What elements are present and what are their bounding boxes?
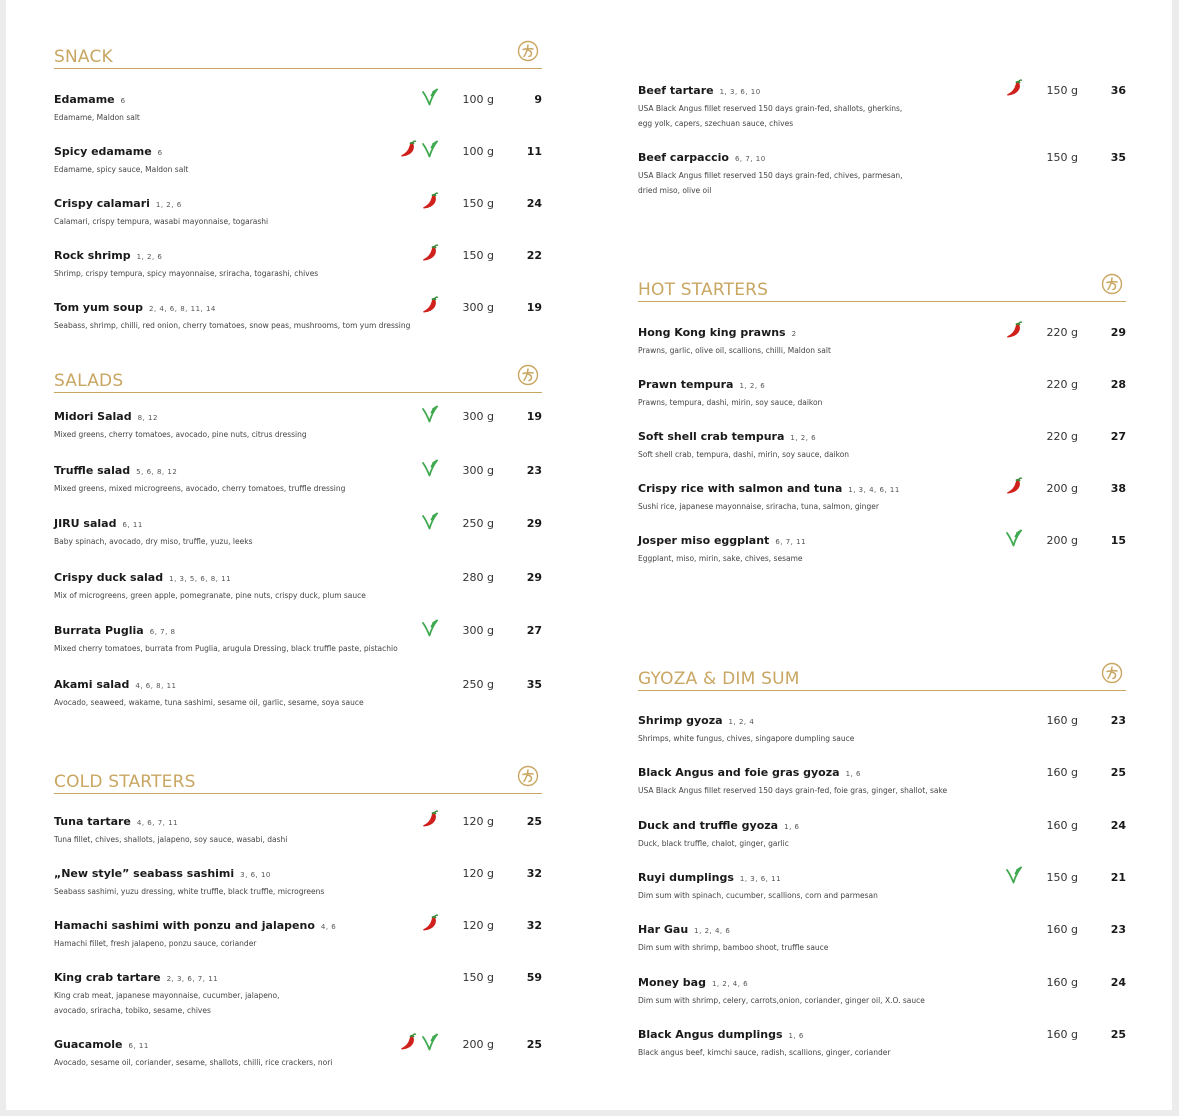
item-icons bbox=[421, 458, 439, 480]
item-title: Prawn tempura bbox=[638, 378, 734, 391]
item-allergens: 6 bbox=[120, 97, 126, 105]
item-price: 29 bbox=[1110, 326, 1126, 339]
item-allergens: 1, 6 bbox=[845, 770, 861, 779]
item-weight: 160 g bbox=[1046, 766, 1078, 780]
item-description: Calamari, crispy tempura, wasabi mayonnaise, togarashi bbox=[54, 217, 269, 226]
menu-item bbox=[54, 249, 542, 301]
item-name bbox=[54, 678, 176, 691]
section-header bbox=[638, 662, 1126, 691]
item-weight: 160 g bbox=[1046, 818, 1078, 832]
menu-item bbox=[638, 534, 1126, 586]
section-snack bbox=[54, 40, 542, 353]
item-weight: 100 g bbox=[462, 93, 494, 106]
menu-item bbox=[54, 919, 542, 971]
item-weight: 150 g bbox=[462, 197, 494, 210]
item-weight: 200 g bbox=[462, 1038, 494, 1051]
item-allergens: 4, 6, 7, 11 bbox=[136, 819, 179, 827]
vegan-icon bbox=[421, 139, 439, 159]
item-description: USA Black Angus fillet reserved 150 days grain-fed, foie gras, ginger, shallot, sake bbox=[638, 786, 948, 796]
item-allergens: 1, 2, 4, 6 bbox=[711, 979, 749, 988]
vegan-icon bbox=[421, 1032, 439, 1052]
chili-icon bbox=[421, 295, 439, 315]
item-price: 15 bbox=[1110, 534, 1126, 547]
item-name bbox=[54, 815, 178, 828]
menu-item bbox=[638, 871, 1126, 923]
item-title: Crispy duck salad bbox=[54, 570, 164, 584]
item-icons bbox=[1005, 865, 1023, 887]
item-icons bbox=[1005, 528, 1023, 550]
item-title: Edamame bbox=[54, 93, 115, 106]
item-title: Beef tartare bbox=[638, 84, 714, 97]
section-hot-starters bbox=[638, 273, 1126, 586]
item-price: 23 bbox=[1110, 714, 1126, 727]
item-price: 28 bbox=[1110, 378, 1126, 391]
item-price: 29 bbox=[526, 517, 542, 531]
menu-item bbox=[54, 678, 542, 730]
item-list bbox=[54, 815, 542, 1090]
item-title: Crispy rice with salmon and tuna bbox=[638, 482, 843, 495]
item-name bbox=[638, 766, 861, 779]
item-weight: 250 g bbox=[462, 678, 494, 691]
vegan-icon bbox=[1005, 865, 1023, 885]
item-allergens: 6 bbox=[157, 149, 163, 157]
item-price: 32 bbox=[526, 867, 542, 880]
item-price: 25 bbox=[526, 1038, 542, 1051]
section-header bbox=[638, 273, 1126, 302]
item-title: Beef carpaccio bbox=[638, 151, 729, 164]
item-weight: 300 g bbox=[462, 624, 494, 638]
item-allergens: 4, 6, 8, 11 bbox=[135, 682, 177, 690]
brand-emblem-icon bbox=[1101, 662, 1123, 684]
item-weight: 220 g bbox=[1046, 378, 1078, 391]
item-name bbox=[54, 571, 231, 584]
section-title: HOT STARTERS bbox=[638, 280, 769, 300]
item-icons bbox=[1005, 320, 1023, 342]
vegan-icon bbox=[421, 87, 439, 107]
item-title: Hamachi sashimi with ponzu and jalapeno bbox=[54, 919, 315, 932]
item-allergens: 1, 2, 4, 6 bbox=[694, 927, 731, 936]
item-title: Josper miso eggplant bbox=[638, 534, 770, 547]
item-allergens: 6, 7, 8 bbox=[149, 628, 176, 637]
item-name bbox=[638, 819, 799, 832]
item-price: 21 bbox=[1110, 870, 1126, 884]
menu-item bbox=[54, 301, 542, 353]
vegan-icon bbox=[1005, 528, 1023, 548]
item-allergens: 2, 3, 6, 7, 11 bbox=[166, 975, 219, 983]
item-allergens: 1, 2, 6 bbox=[790, 434, 817, 442]
menu-item bbox=[54, 464, 542, 516]
menu-item bbox=[54, 815, 542, 867]
menu-item bbox=[638, 819, 1126, 871]
item-weight: 150 g bbox=[1046, 84, 1078, 97]
vegan-icon bbox=[421, 458, 439, 478]
item-allergens: 1, 3, 6, 11 bbox=[739, 874, 782, 883]
item-title: Tom yum soup bbox=[54, 301, 143, 314]
section-header bbox=[54, 40, 542, 69]
item-name bbox=[54, 197, 182, 210]
item-price: 35 bbox=[1110, 151, 1126, 164]
item-title: „New style” seabass sashimi bbox=[54, 867, 235, 880]
item-description: Tuna fillet, chives, shallots, jalapeno, soy sauce, wasabi, dashi bbox=[54, 835, 288, 844]
item-description: Hamachi fillet, fresh jalapeno, ponzu sauce, coriander bbox=[54, 939, 257, 948]
item-title: Shrimp gyoza bbox=[638, 714, 723, 727]
menu-item bbox=[54, 1038, 542, 1090]
item-description: Mixed cherry tomatoes, burrata from Puglia, arugula Dressing, black truffle paste, pistachio bbox=[54, 644, 398, 654]
item-name bbox=[54, 301, 216, 314]
item-allergens: 1, 3, 4, 6, 11 bbox=[848, 486, 900, 494]
item-weight: 120 g bbox=[462, 815, 494, 828]
item-allergens: 1, 2, 6 bbox=[136, 253, 163, 261]
item-allergens: 2, 4, 6, 8, 11, 14 bbox=[149, 305, 216, 313]
item-description: Seabass, shrimp, chilli, red onion, cherry tomatoes, snow peas, mushrooms, tom yum dressing bbox=[54, 321, 411, 330]
item-weight: 100 g bbox=[462, 145, 494, 158]
menu-item bbox=[638, 430, 1126, 482]
item-name bbox=[54, 517, 143, 530]
menu-item bbox=[54, 517, 542, 569]
item-title: Truffle salad bbox=[54, 463, 131, 477]
item-description: Baby spinach, avocado, dry miso, truffle, yuzu, leeks bbox=[54, 537, 253, 547]
item-weight: 160 g bbox=[1046, 975, 1078, 989]
item-title: Midori Salad bbox=[54, 410, 132, 423]
section-gyoza-dim-sum bbox=[638, 662, 1126, 1080]
menu-item bbox=[638, 923, 1126, 975]
item-name bbox=[638, 326, 797, 339]
item-title: Rock shrimp bbox=[54, 249, 131, 262]
chili-icon bbox=[1005, 78, 1023, 98]
item-description: Edamame, Maldon salt bbox=[54, 113, 140, 122]
item-weight: 120 g bbox=[462, 919, 494, 932]
item-title: Soft shell crab tempura bbox=[638, 430, 785, 443]
section-cold-starters bbox=[54, 765, 542, 1090]
item-description: Soft shell crab, tempura, dashi, mirin, soy sauce, daikon bbox=[638, 450, 850, 459]
chili-icon bbox=[399, 1032, 417, 1052]
item-title: Money bag bbox=[638, 975, 706, 989]
item-allergens: 1, 2, 6 bbox=[739, 382, 766, 390]
section-salads bbox=[54, 364, 542, 732]
item-allergens: 6, 7, 10 bbox=[734, 155, 766, 163]
item-title: Guacamole bbox=[54, 1038, 123, 1051]
brand-emblem-icon bbox=[1101, 273, 1123, 295]
item-price: 24 bbox=[526, 197, 542, 210]
item-title: JIRU salad bbox=[54, 517, 117, 531]
item-price: 32 bbox=[526, 919, 542, 932]
item-name bbox=[638, 534, 806, 547]
item-price: 24 bbox=[1110, 818, 1126, 832]
item-weight: 160 g bbox=[1046, 714, 1078, 727]
menu-item bbox=[638, 714, 1126, 766]
item-title: Tuna tartare bbox=[54, 815, 131, 828]
item-allergens: 3, 6, 10 bbox=[240, 871, 271, 879]
item-title: Har Gau bbox=[638, 923, 689, 937]
item-allergens: 1, 3, 5, 6, 8, 11 bbox=[169, 574, 232, 583]
item-weight: 280 g bbox=[462, 570, 494, 584]
item-price: 59 bbox=[526, 971, 542, 984]
item-name bbox=[54, 1038, 149, 1051]
item-name bbox=[54, 971, 218, 984]
item-icons bbox=[421, 295, 439, 317]
item-description: Prawns, garlic, olive oil, scallions, chilli, Maldon salt bbox=[638, 346, 831, 355]
item-price: 36 bbox=[1110, 84, 1126, 97]
item-description: Sushi rice, japanese mayonnaise, sriracha, tuna, salmon, ginger bbox=[638, 502, 879, 511]
item-weight: 150 g bbox=[462, 249, 494, 262]
menu-item bbox=[638, 84, 1126, 136]
item-price: 29 bbox=[526, 570, 542, 584]
item-name bbox=[638, 1028, 804, 1041]
item-icons bbox=[421, 87, 439, 109]
item-allergens: 1, 6 bbox=[788, 1031, 804, 1040]
item-name bbox=[54, 145, 163, 158]
item-icons bbox=[421, 191, 439, 213]
item-description: Black angus beef, kimchi sauce, radish, scallions, ginger, coriander bbox=[638, 1047, 891, 1057]
vegan-icon bbox=[421, 511, 439, 531]
item-allergens: 4, 6 bbox=[320, 923, 337, 931]
item-price: 24 bbox=[1110, 975, 1126, 989]
item-description: Shrimp, crispy tempura, spicy mayonnaise, sriracha, togarashi, chives bbox=[54, 269, 319, 278]
menu-page bbox=[6, 0, 1172, 1110]
menu-item bbox=[54, 971, 542, 1023]
item-description: Shrimps, white fungus, chives, singapore dumpling sauce bbox=[638, 734, 855, 743]
item-price: 25 bbox=[1110, 766, 1126, 780]
item-description: Edamame, spicy sauce, Maldon salt bbox=[54, 165, 189, 174]
item-weight: 300 g bbox=[462, 410, 494, 423]
item-weight: 160 g bbox=[1046, 1027, 1078, 1041]
item-price: 23 bbox=[526, 463, 542, 477]
item-title: Hong Kong king prawns bbox=[638, 326, 786, 339]
brand-emblem-icon bbox=[517, 765, 539, 787]
chili-icon bbox=[399, 139, 417, 159]
item-price: 25 bbox=[526, 815, 542, 828]
vegan-icon bbox=[421, 618, 439, 638]
section-title: SALADS bbox=[54, 371, 124, 391]
item-icons bbox=[421, 404, 439, 426]
item-name bbox=[54, 624, 176, 637]
item-title: Crispy calamari bbox=[54, 197, 150, 210]
item-allergens: 6, 11 bbox=[122, 521, 143, 530]
item-name bbox=[638, 871, 781, 884]
item-weight: 150 g bbox=[1046, 151, 1078, 164]
menu-item bbox=[54, 624, 542, 676]
item-title: Spicy edamame bbox=[54, 145, 152, 158]
item-list bbox=[54, 410, 542, 732]
item-description: Dim sum with shrimp, bamboo shoot, truffle sauce bbox=[638, 943, 829, 953]
item-weight: 220 g bbox=[1046, 430, 1078, 443]
item-description: Dim sum with shrimp, celery, carrots,onion, coriander, ginger oil, X.O. sauce bbox=[638, 995, 925, 1005]
chili-icon bbox=[421, 243, 439, 263]
item-description: Avocado, sesame oil, coriander, sesame, shallots, chilli, rice crackers, nori bbox=[54, 1058, 333, 1067]
item-weight: 220 g bbox=[1046, 326, 1078, 339]
item-weight: 200 g bbox=[1046, 534, 1078, 547]
menu-item bbox=[638, 326, 1126, 378]
section-title: COLD STARTERS bbox=[54, 772, 196, 792]
item-name bbox=[638, 84, 761, 97]
brand-emblem-icon bbox=[517, 364, 539, 386]
item-allergens: 8, 12 bbox=[137, 414, 158, 422]
chili-icon bbox=[1005, 320, 1023, 340]
menu-item bbox=[638, 1028, 1126, 1080]
menu-item bbox=[54, 197, 542, 249]
item-description: Eggplant, miso, mirin, sake, chives, sesame bbox=[638, 554, 803, 563]
item-name bbox=[54, 919, 336, 932]
item-icons bbox=[421, 243, 439, 265]
item-list bbox=[54, 93, 542, 353]
item-price: 27 bbox=[1110, 430, 1126, 443]
item-list bbox=[638, 326, 1126, 586]
item-icons bbox=[421, 913, 439, 935]
item-description: Prawns, tempura, dashi, mirin, soy sauce, daikon bbox=[638, 398, 823, 407]
item-description: Mixed greens, mixed microgreens, avocado, cherry tomatoes, truffle dressing bbox=[54, 483, 346, 493]
section-header bbox=[54, 364, 542, 393]
item-allergens: 5, 6, 8, 12 bbox=[136, 467, 178, 476]
chili-icon bbox=[421, 913, 439, 933]
item-icons bbox=[421, 618, 439, 640]
item-price: 25 bbox=[1110, 1027, 1126, 1041]
menu-item bbox=[54, 867, 542, 919]
menu-item bbox=[54, 93, 542, 145]
item-weight: 200 g bbox=[1046, 482, 1078, 495]
item-allergens: 2 bbox=[791, 330, 797, 338]
menu-item bbox=[54, 145, 542, 197]
item-allergens: 6, 11 bbox=[128, 1042, 149, 1050]
item-weight: 120 g bbox=[462, 867, 494, 880]
item-name bbox=[54, 867, 271, 880]
chili-icon bbox=[421, 809, 439, 829]
chili-icon bbox=[1005, 476, 1023, 496]
menu-item bbox=[54, 571, 542, 623]
section-header bbox=[54, 765, 542, 794]
item-icons bbox=[399, 1032, 439, 1054]
item-weight: 300 g bbox=[462, 301, 494, 314]
item-price: 19 bbox=[526, 410, 542, 423]
item-title: Ruyi dumplings bbox=[638, 870, 734, 884]
item-name bbox=[638, 714, 754, 727]
item-weight: 160 g bbox=[1046, 923, 1078, 937]
item-name bbox=[638, 378, 765, 391]
item-icons bbox=[1005, 476, 1023, 498]
item-title: Black Angus dumplings bbox=[638, 1027, 783, 1041]
item-name bbox=[638, 430, 816, 443]
item-allergens: 1, 2, 6 bbox=[155, 201, 182, 209]
item-price: 38 bbox=[1110, 482, 1126, 495]
menu-item bbox=[54, 410, 542, 462]
item-name bbox=[54, 464, 177, 477]
item-allergens: 1, 2, 4 bbox=[728, 718, 755, 726]
item-description: USA Black Angus fillet reserved 150 days grain-fed, chives, parmesan, dried miso, olive oil bbox=[638, 171, 903, 195]
item-allergens: 1, 3, 6, 10 bbox=[719, 88, 761, 96]
item-description: Avocado, seaweed, wakame, tuna sashimi, sesame oil, garlic, sesame, soya sauce bbox=[54, 698, 364, 707]
menu-item bbox=[638, 378, 1126, 430]
item-weight: 300 g bbox=[462, 463, 494, 477]
item-icons bbox=[1005, 78, 1023, 100]
item-description: USA Black Angus fillet reserved 150 days grain-fed, shallots, gherkins, egg yolk, capers, szechuan sauce, chives bbox=[638, 104, 903, 128]
item-name bbox=[638, 151, 766, 164]
item-name bbox=[54, 249, 162, 262]
menu-item bbox=[638, 766, 1126, 818]
item-title: King crab tartare bbox=[54, 971, 161, 984]
section-title: GYOZA & DIM SUM bbox=[638, 669, 800, 689]
item-weight: 150 g bbox=[1046, 870, 1078, 884]
item-price: 22 bbox=[526, 249, 542, 262]
item-list bbox=[638, 84, 1126, 218]
item-list bbox=[638, 714, 1126, 1080]
section-title: SNACK bbox=[54, 47, 113, 67]
item-icons bbox=[421, 511, 439, 533]
item-description: Mix of microgreens, green apple, pomegranate, pine nuts, crispy duck, plum sauce bbox=[54, 590, 366, 600]
menu-item bbox=[638, 151, 1126, 203]
brand-emblem-icon bbox=[517, 40, 539, 62]
item-description: Duck, black truffle, chalot, ginger, garlic bbox=[638, 838, 789, 848]
item-name bbox=[638, 923, 730, 936]
menu-item bbox=[638, 976, 1126, 1028]
item-title: Akami salad bbox=[54, 678, 130, 691]
item-name bbox=[54, 93, 126, 106]
item-description: Seabass sashimi, yuzu dressing, white truffle, black truffle, microgreens bbox=[54, 887, 325, 896]
item-name bbox=[638, 482, 900, 495]
item-price: 35 bbox=[526, 678, 542, 691]
item-weight: 250 g bbox=[462, 517, 494, 531]
item-title: Duck and truffle gyoza bbox=[638, 818, 779, 832]
item-price: 27 bbox=[526, 624, 542, 638]
item-icons bbox=[421, 809, 439, 831]
item-allergens: 1, 6 bbox=[784, 822, 800, 831]
item-icons bbox=[399, 139, 439, 161]
chili-icon bbox=[421, 191, 439, 211]
item-description: Mixed greens, cherry tomatoes, avocado, pine nuts, citrus dressing bbox=[54, 430, 307, 439]
item-allergens: 6, 7, 11 bbox=[775, 538, 807, 546]
vegan-icon bbox=[421, 404, 439, 424]
item-title: Black Angus and foie gras gyoza bbox=[638, 766, 840, 780]
menu-item bbox=[638, 482, 1126, 534]
item-price: 23 bbox=[1110, 923, 1126, 937]
item-weight: 150 g bbox=[462, 971, 494, 984]
item-price: 11 bbox=[526, 145, 542, 158]
item-name bbox=[638, 976, 748, 989]
item-name bbox=[54, 410, 158, 423]
item-price: 9 bbox=[534, 93, 542, 106]
item-description: Dim sum with spinach, cucumber, scallions, corn and parmesan bbox=[638, 890, 878, 900]
item-description: King crab meat, japanese mayonnaise, cucumber, jalapeno, avocado, sriracha, tobiko, sesame, chives bbox=[54, 991, 280, 1015]
item-price: 19 bbox=[526, 301, 542, 314]
section-cold-starters-continued bbox=[638, 84, 1126, 218]
item-title: Burrata Puglia bbox=[54, 624, 144, 638]
